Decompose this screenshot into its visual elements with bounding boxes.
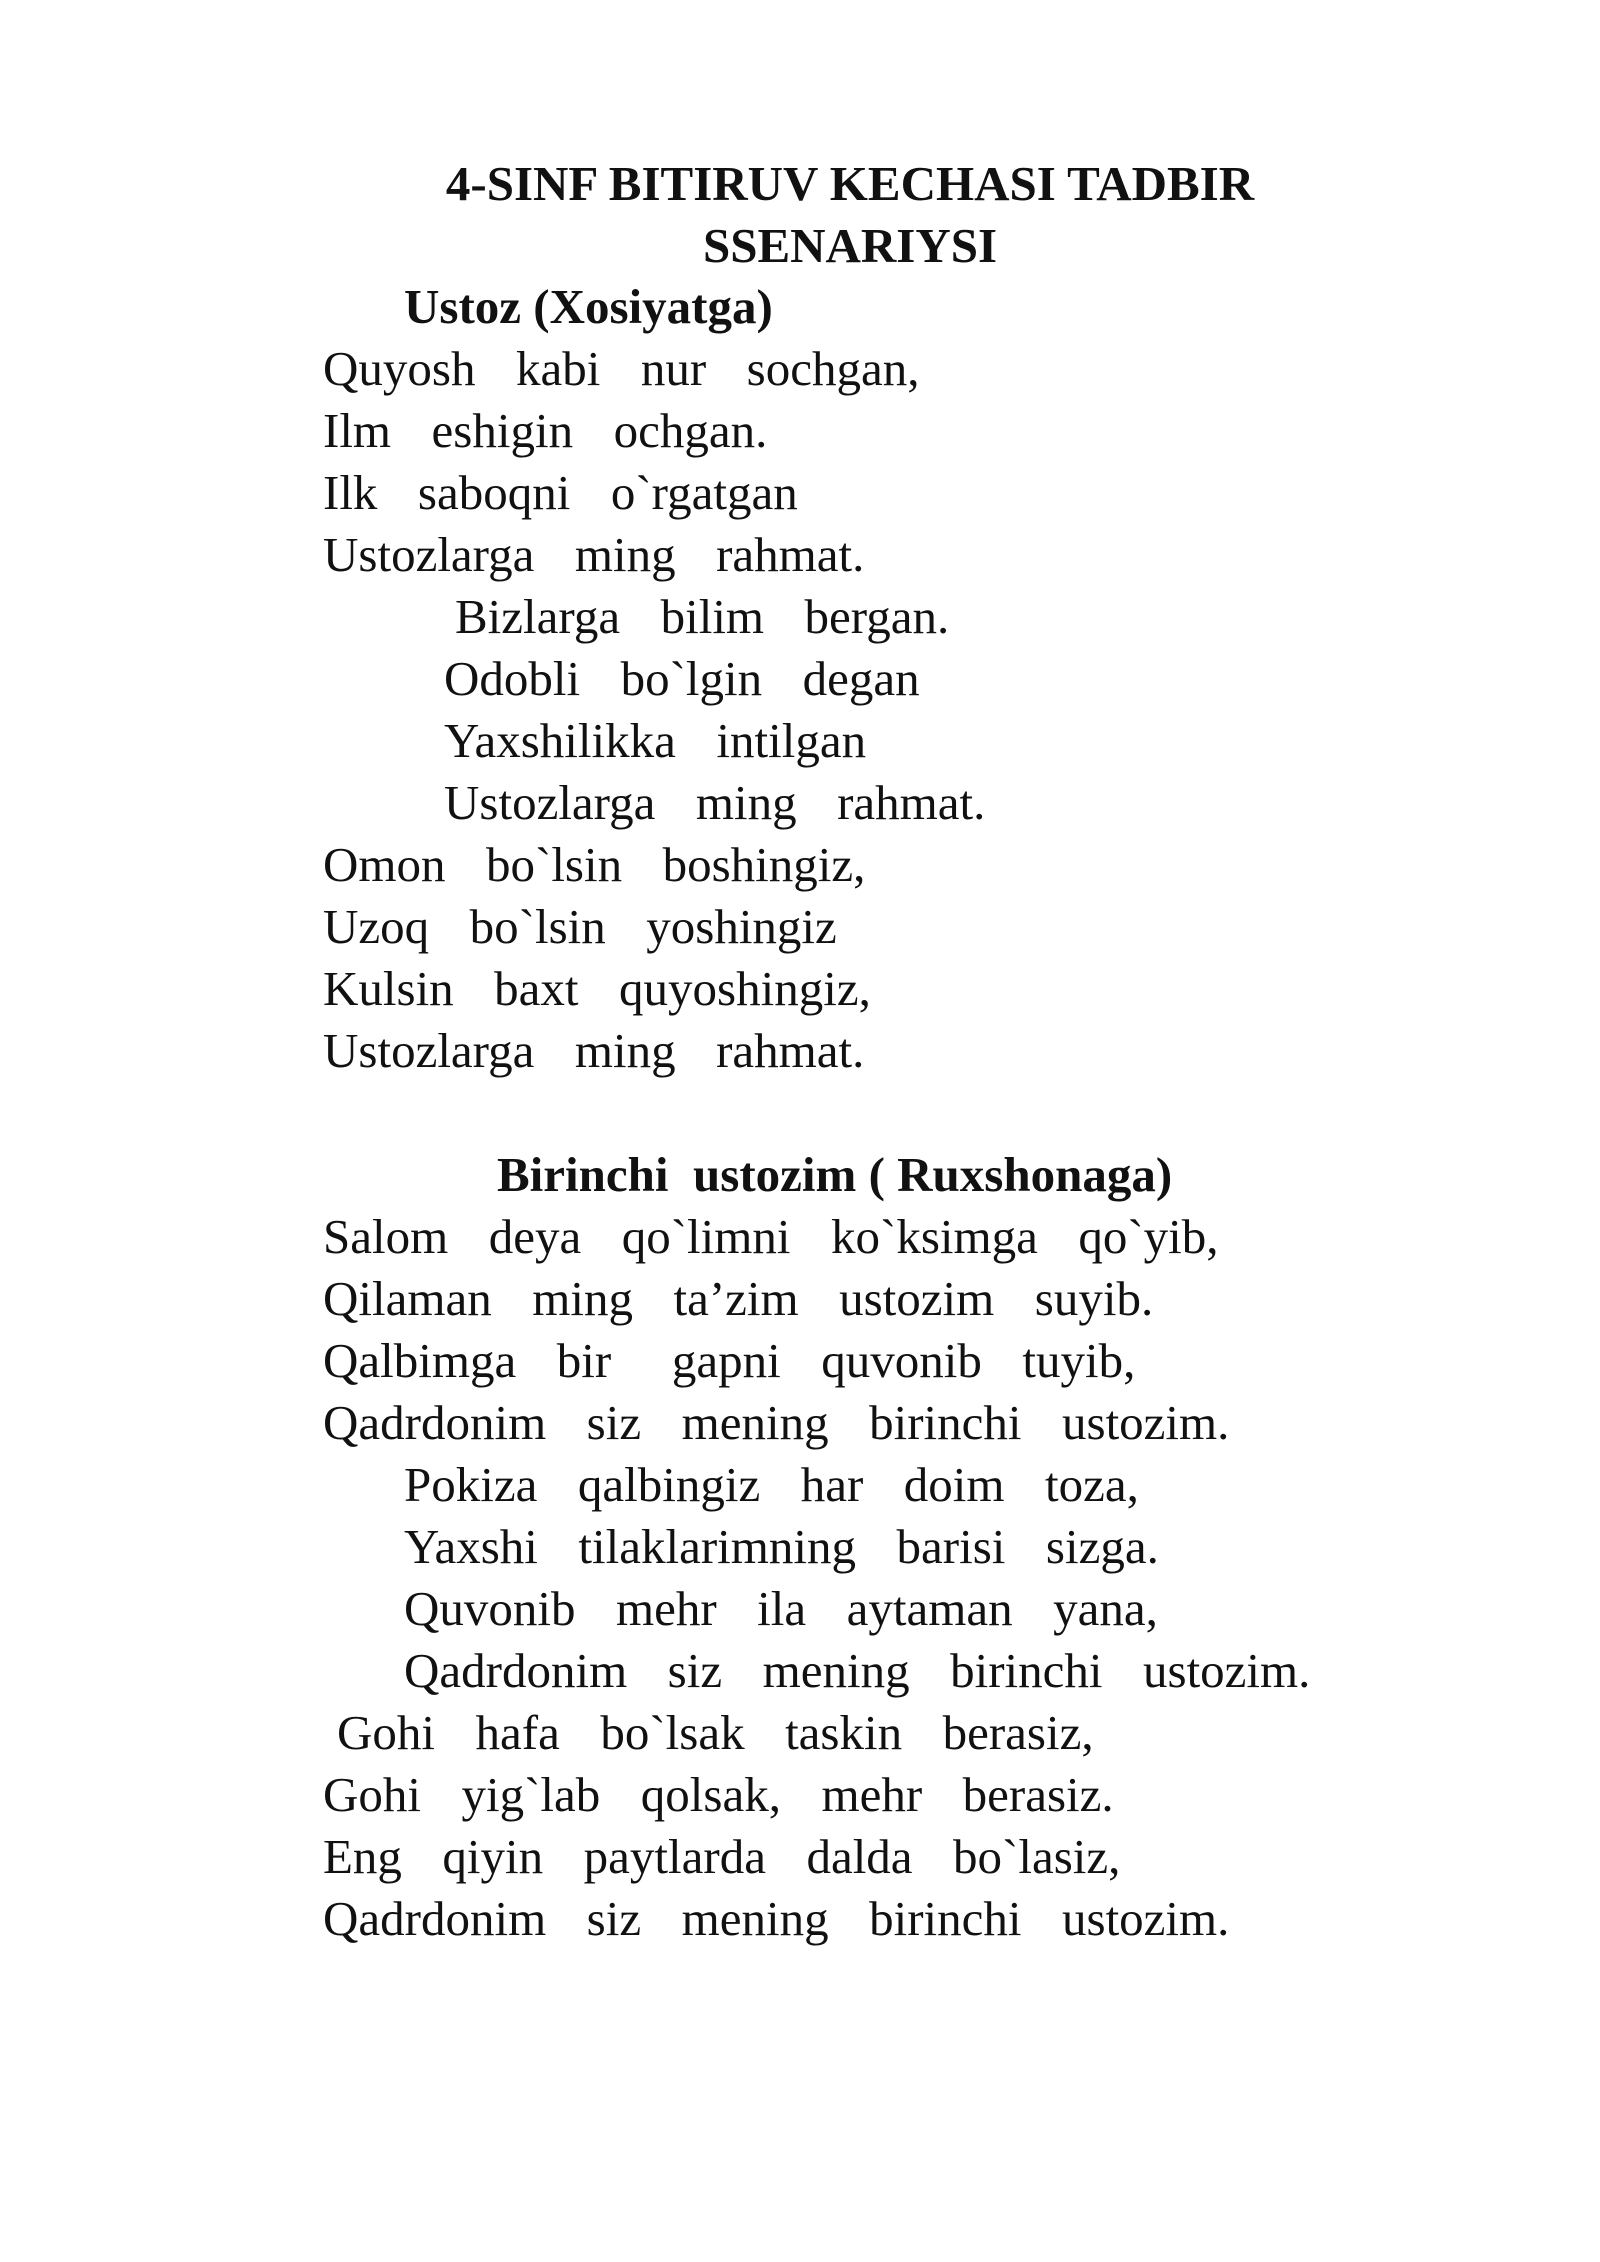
poem-line: Bizlarga bilim bergan. xyxy=(455,589,950,644)
poem-line: Quvonib mehr ila aytaman yana, xyxy=(404,1581,1158,1636)
poem-line: Ilm eshigin ochgan. xyxy=(323,403,768,458)
document-title-line-1: 4-SINF BITIRUV KECHASI TADBIR xyxy=(445,156,1255,211)
poem-line: Gohi yig`lab qolsak, mehr berasiz. xyxy=(323,1767,1114,1822)
poem-line: Ilk saboqni o`rgatgan xyxy=(323,465,798,520)
poem-line: Ustozlarga ming rahmat. xyxy=(444,775,986,830)
poem-line: Qadrdonim siz mening birinchi ustozim. xyxy=(323,1395,1230,1450)
document-title-line-2: SSENARIYSI xyxy=(702,218,998,273)
poem-line: Ustozlarga ming rahmat. xyxy=(323,1023,865,1078)
poem-line: Odobli bo`lgin degan xyxy=(444,651,920,706)
poem-line: Gohi hafa bo`lsak taskin berasiz, xyxy=(337,1705,1094,1760)
poem-line: Eng qiyin paytlarda dalda bo`lasiz, xyxy=(323,1829,1121,1884)
poem-line: Pokiza qalbingiz har doim toza, xyxy=(404,1457,1139,1512)
poem-line: Qalbimga bir gapni quvonib tuyib, xyxy=(323,1333,1136,1388)
poem-line: Kulsin baxt quyoshingiz, xyxy=(323,961,871,1016)
poem-line: Qadrdonim siz mening birinchi ustozim. xyxy=(404,1643,1311,1698)
poem-line: Qilaman ming ta’zim ustozim suyib. xyxy=(323,1271,1154,1326)
section-heading-ustoz: Ustoz (Xosiyatga) xyxy=(404,279,773,334)
poem-line: Quyosh kabi nur sochgan, xyxy=(323,341,920,396)
poem-line: Omon bo`lsin boshingiz, xyxy=(323,837,866,892)
poem-line: Uzoq bo`lsin yoshingiz xyxy=(323,899,837,954)
poem-line: Yaxshi tilaklarimning barisi sizga. xyxy=(404,1519,1159,1574)
poem-line: Ustozlarga ming rahmat. xyxy=(323,527,865,582)
section-heading-birinchi-ustozim: Birinchi ustozim ( Ruxshonaga) xyxy=(497,1147,1173,1202)
poem-line: Qadrdonim siz mening birinchi ustozim. xyxy=(323,1891,1230,1946)
poem-line: Salom deya qo`limni ko`ksimga qo`yib, xyxy=(323,1209,1219,1264)
poem-line: Yaxshilikka intilgan xyxy=(444,713,867,768)
